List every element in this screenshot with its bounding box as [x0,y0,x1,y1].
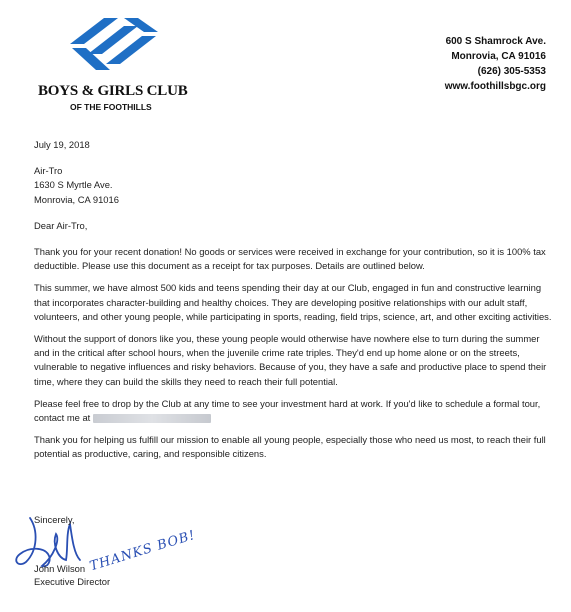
handwritten-note: THANKS BOB! [88,527,198,575]
redacted-email [93,414,211,423]
organization-name: BOYS & GIRLS CLUB [38,83,188,99]
paragraph-receipt: Thank you for your recent donation! No goods or services were received in exchange for your contribution, so it is 100% tax deductible. Please use this document as a receipt for tax purposes. Details are outlined below. [34,246,546,272]
paragraph-support: Without the support of donors like you, these young people would otherwise have nowhere else to turn during the summer and in the critical after school hours, when the juvenile crime rate triples. They'd end up home alone or on the streets, vulnerable to negative influences and risky behaviors. Because of you, they have a safe and productive place to spend their time, where they can build the skills they need to reach their full potential. [34,333,547,387]
paragraph-mission: Thank you for helping us fulfill our mission to enable all young people, especially those who need us most, to reach their full potential as productive, caring, and responsible citizens. [34,434,546,460]
address-city: Monrovia, CA 91016 [451,51,546,62]
contact-text: Please feel free to drop by the Club at any time to see your investment hard at work. If you'd like to schedule a formal tour, contact me at [34,397,541,424]
address-website: www.foothillsbgc.org [444,81,546,92]
closing: Sincerely, [34,514,75,525]
organization-address [445,34,546,94]
address-phone: (626) 305-5353 [477,66,546,77]
letter-body [34,138,554,470]
paragraph-contact [34,397,554,425]
hands-logo-icon [66,14,162,72]
recipient-block [34,164,554,207]
address-street: 600 S Shamrock Ave. [445,36,546,47]
salutation: Dear Air-Tro, [34,219,88,231]
recipient-name: Air-Tro [34,165,63,177]
recipient-street: 1630 S Myrtle Ave. [34,179,113,191]
letter-date: July 19, 2018 [34,139,90,150]
paragraph-summer: This summer, we have almost 500 kids and teens spending their day at our Club, engaged in fun and constructive learning that incorporates character-building and healthy choices. They are developing positive relationships with our adult staff, volunteers, and other young people, while participating in sports, reading, field trips, science, art, and other exciting activities. [34,282,552,322]
signer-title: Executive Director [34,576,111,587]
signer-name: John Wilson [34,563,86,574]
organization-subname: OF THE FOOTHILLS [70,102,152,112]
recipient-city: Monrovia, CA 91016 [34,193,119,205]
